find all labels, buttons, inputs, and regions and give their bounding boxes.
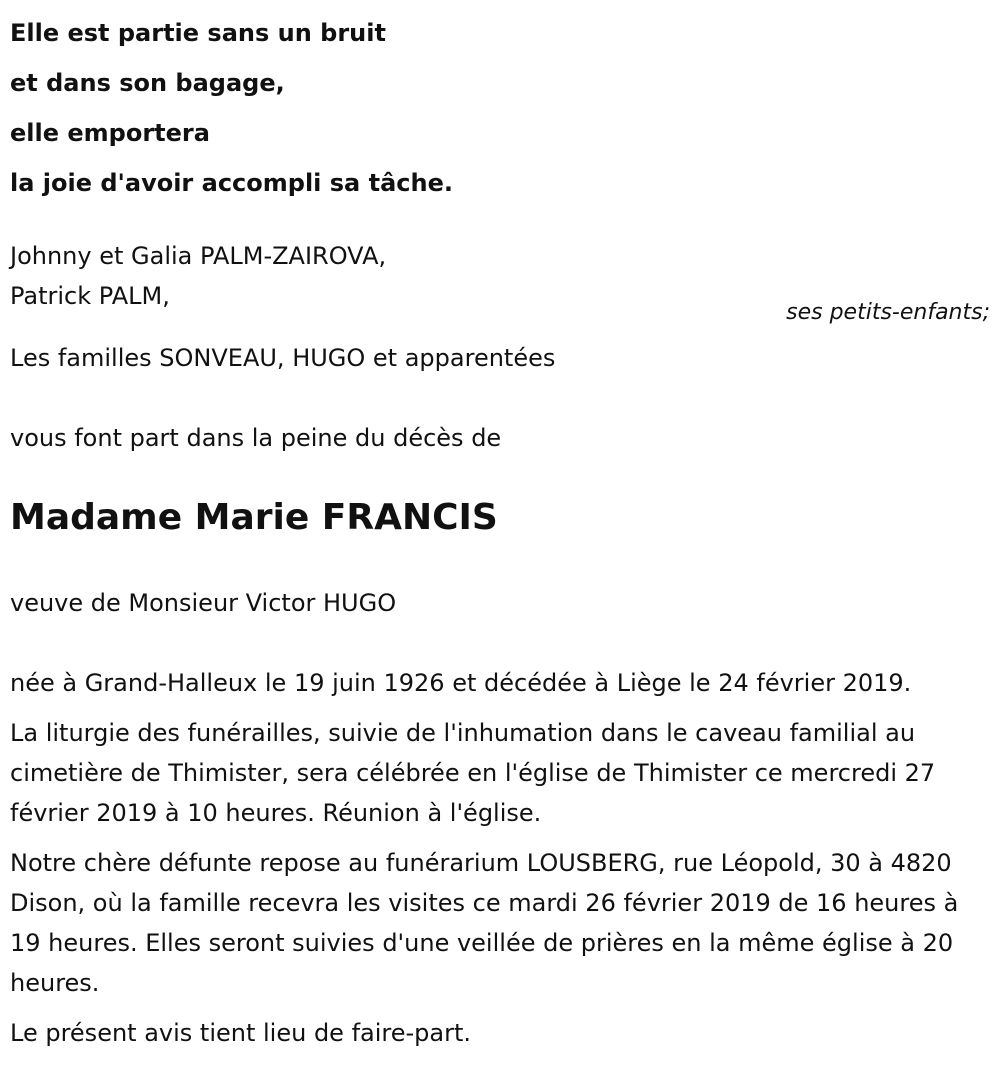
death-notice — [10, 0, 990, 1053]
poem-line: la joie d'avoir accompli sa tâche. — [10, 169, 453, 197]
poem-line: et dans son bagage, — [10, 69, 285, 97]
relatives-line: Les familles SONVEAU, HUGO et apparentées — [10, 344, 556, 372]
widow-of: veuve de Monsieur Victor HUGO — [10, 589, 397, 617]
grandchildren-label: ses petits-enfants; — [786, 300, 990, 325]
poem-line: elle emportera — [10, 119, 210, 147]
funeral-paragraph: La liturgie des funérailles, suivie de l'inhumation dans le caveau familial au cimetière de Thimister, sera célébrée en l'église de Thimister ce mercredi 27 février 2019 à 10 heures. Réunion à l'église. — [10, 719, 936, 827]
poem-line: Elle est partie sans un bruit — [10, 19, 386, 47]
poem — [10, 0, 990, 208]
grandchild-name: Patrick PALM, — [10, 282, 170, 310]
deceased-name: Madame Marie FRANCIS — [10, 497, 498, 538]
visitation-paragraph: Notre chère défunte repose au funérarium LOUSBERG, rue Léopold, 30 à 4820 Dison, où la famille recevra les visites ce mardi 26 février 2019 de 16 heures à 19 heures. Elles seront suivies d'une veillée de prières en la même église à 20 heures. — [10, 849, 959, 997]
grandchild-name: Johnny et Galia PALM-ZAIROVA, — [10, 242, 387, 270]
faire-part-notice: Le présent avis tient lieu de faire-part. — [10, 1019, 472, 1047]
announcement: vous font part dans la peine du décès de — [10, 424, 502, 452]
birth-death-line: née à Grand-Halleux le 19 juin 1926 et décédée à Liège le 24 février 2019. — [10, 669, 912, 697]
